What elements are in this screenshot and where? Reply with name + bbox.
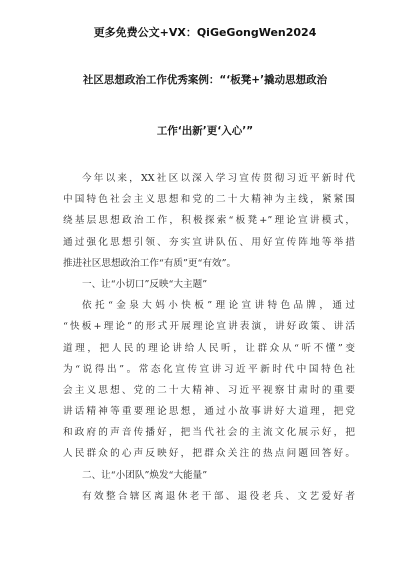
paragraph-line: 中国特色社会主义思想和党的二十大精神为主线，紧紧围 bbox=[63, 194, 355, 206]
paragraph-line: 推进社区思想政治工作“有质”更“有效”。 bbox=[63, 257, 237, 269]
section-heading: 一、让“小切口”反映“大主题” bbox=[82, 278, 208, 290]
paragraph-line: 道理，把人民的理论讲给人民听，让群众从“听不懂”变 bbox=[63, 342, 355, 354]
paragraph-line: 和政府的声音传播好，把当代社会的主流文化展示好，把 bbox=[63, 427, 355, 439]
header-note: 更多免费公文+VX：QiGeGongWen2024 bbox=[93, 26, 317, 39]
paragraph-line: 为“说得出”。常态化宣传宣讲习近平新时代中国特色社 bbox=[63, 363, 355, 375]
paragraph-line: 绕基层思想政治工作，积极探索“板凳+”理论宣讲模式， bbox=[63, 215, 355, 227]
section-heading: 二、让“小团队”焕发“大能量” bbox=[82, 469, 208, 481]
paragraph-line: 通过强化思想引领、夯实宣讲队伍、用好宣传阵地等举措 bbox=[63, 236, 355, 248]
paragraph-line: 讲话精神等重要理论思想，通过小故事讲好大道理，把党 bbox=[63, 406, 355, 418]
paragraph-line: 会主义思想、党的二十大精神、习近平视察甘肃时的重要 bbox=[63, 384, 355, 396]
paragraph-line: 人民群众的心声反映好，把群众关注的热点问题回答好。 bbox=[63, 448, 355, 460]
paragraph-line: “快板+理论”的形式开展理论宣讲表演，讲好政策、讲活 bbox=[63, 321, 355, 333]
document-body bbox=[63, 168, 355, 507]
paragraph-line: 有效整合辖区离退休老干部、退役老兵、文艺爱好者 bbox=[82, 490, 355, 502]
paragraph-line: 今年以来，XX社区以深入学习宣传贯彻习近平新时代 bbox=[82, 173, 355, 184]
document-title-line-1: 社区思想政治工作优秀案例：“‘板凳+’撬动思想政治 bbox=[82, 74, 328, 86]
paragraph-line: 依托“金泉大妈小快板”理论宣讲特色品牌，通过 bbox=[82, 300, 355, 312]
document-title-line-2: 工作‘出新’更‘入心’” bbox=[156, 125, 254, 137]
